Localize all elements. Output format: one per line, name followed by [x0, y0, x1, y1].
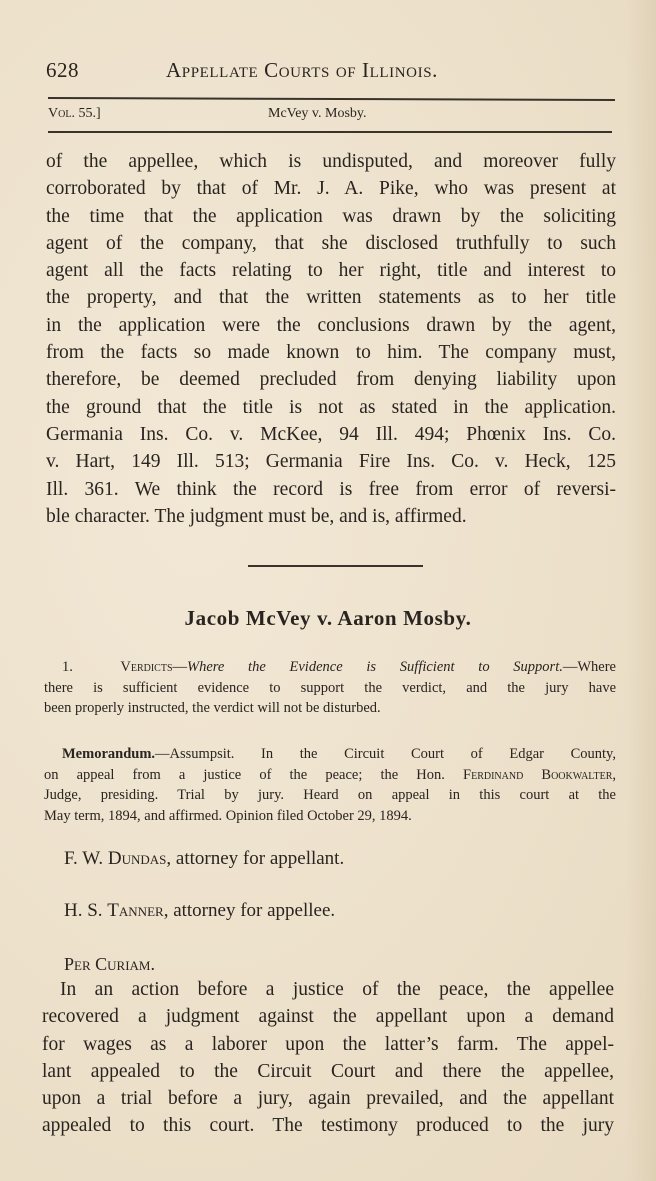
- memorandum: [44, 744, 616, 826]
- headnote-line: 1. Verdicts—Where the Evidence is Sufficient to Support.—Where: [62, 659, 616, 675]
- counsel-initials: H. S.: [64, 900, 108, 921]
- counsel-role: , attorney for appellant.: [166, 848, 345, 869]
- per-curiam-heading: Per Curiam.: [64, 954, 155, 974]
- text-line: therefore, be deemed precluded from denying liability upon: [46, 369, 616, 391]
- headnote-text: —Where: [562, 659, 616, 675]
- case-title: Jacob McVey v. Aaron Mosby.: [184, 606, 472, 630]
- text-line: Germania Ins. Co. v. McKee, 94 Ill. 494; Phœnix Ins. Co.: [46, 423, 616, 445]
- headnote-line: there is sufficient evidence to support the verdict, and the jury have: [44, 679, 616, 696]
- text-line: v. Hart, 149 Ill. 513; Germania Fire Ins. Co. v. Heck, 125: [46, 451, 616, 473]
- memorandum-label: Memorandum.: [62, 746, 156, 762]
- text-line: in the application were the conclusions drawn by the agent,: [46, 314, 616, 336]
- text-line: agent of the company, that she disclosed truthfully to such: [46, 232, 616, 254]
- text-line: ble character. The judgment must be, and is, affirmed.: [46, 505, 467, 527]
- text-line: the time that the application was drawn by the soliciting: [46, 205, 616, 227]
- previous-opinion-text: [46, 148, 616, 530]
- volume-label: Vol. 55.]: [48, 106, 101, 121]
- judge-name: Ferdinand Bookwalter,: [463, 766, 616, 783]
- text-line: appealed to this court. The testimony produced to the jury: [42, 1115, 614, 1137]
- text-line: corroborated by that of Mr. J. A. Pike, who was present at: [46, 178, 616, 200]
- header-rule-top: [48, 97, 615, 100]
- counsel-appellant: [64, 848, 344, 870]
- text-line: lant appealed to the Circuit Court and there the appellee,: [42, 1060, 614, 1082]
- counsel-appellee: [64, 900, 335, 922]
- headnote-subtopic: Where the Evidence is Sufficient to Support.: [187, 659, 563, 675]
- counsel-name: Dundas: [107, 848, 167, 869]
- text-line: upon a trial before a jury, again prevailed, and the appellant: [42, 1088, 614, 1110]
- page-number: 628: [46, 58, 79, 82]
- counsel-initials: F. W.: [64, 848, 108, 869]
- memorandum-line: [44, 744, 616, 765]
- text-line: In an action before a justice of the peace, the appellee: [60, 979, 614, 1000]
- memorandum-line: Judge, presiding. Trial by jury. Heard on appeal in this court at the: [44, 787, 616, 803]
- headnote: [44, 657, 616, 719]
- memorandum-line: May term, 1894, and affirmed. Opinion filed October 29, 1894.: [44, 807, 412, 824]
- headnote-line: been properly instructed, the verdict will not be disturbed.: [44, 700, 381, 716]
- section-divider: [248, 565, 423, 567]
- text-line: from the facts so made known to him. The company must,: [46, 342, 616, 364]
- text-line: the property, and that the written statements as to her title: [46, 287, 616, 309]
- counsel-name: Tanner: [107, 900, 164, 921]
- memorandum-line: [44, 765, 616, 786]
- opinion-text: [42, 976, 614, 1140]
- text-line: for wages as a laborer upon the latter’s farm. The appel-: [42, 1033, 614, 1055]
- page-edge-shading: [626, 0, 656, 1181]
- text-line: recovered a judgment against the appellant upon a demand: [42, 1006, 614, 1028]
- running-title: Appellate Courts of Illinois.: [166, 58, 439, 82]
- text-line: of the appellee, which is undisputed, and moreover fully: [46, 151, 616, 172]
- memorandum-text: —Assumpsit. In the Circuit Court of Edgar County,: [155, 746, 616, 762]
- counsel-role: , attorney for appellee.: [163, 900, 336, 921]
- header-rule-bottom: [48, 131, 612, 133]
- text-line: agent all the facts relating to her right, title and interest to: [46, 260, 616, 282]
- headnote-topic: Verdicts: [120, 659, 173, 675]
- memorandum-text: on appeal from a justice of the peace; the Hon.: [44, 766, 464, 783]
- case-running-name: McVey v. Mosby.: [268, 106, 367, 121]
- text-line: the ground that the title is not as stated in the application.: [46, 396, 616, 418]
- text-line: Ill. 361. We think the record is free from error of reversi-: [46, 478, 616, 500]
- headnote-number: 1.: [62, 659, 73, 675]
- running-head: [46, 58, 616, 88]
